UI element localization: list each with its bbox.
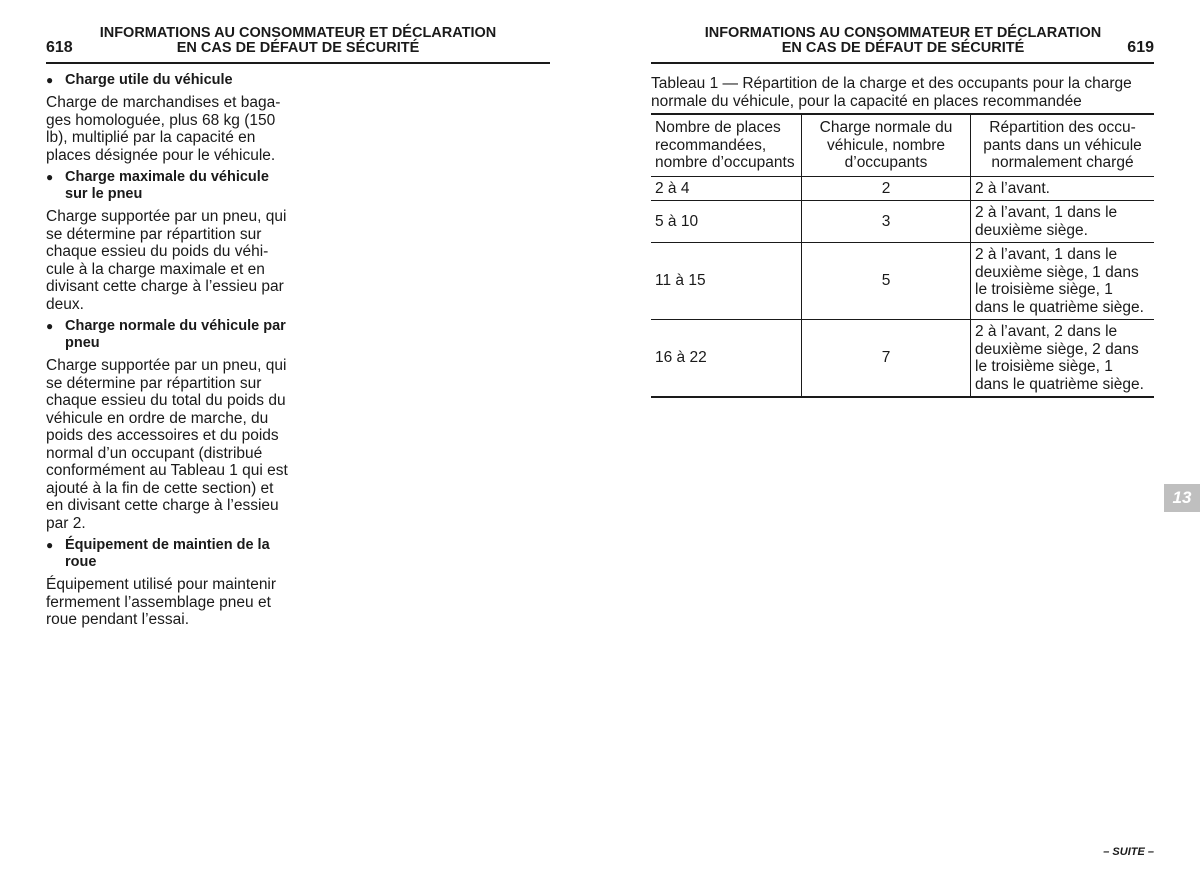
section-body: Équipement utilisé pour maintenir fermement l’assemblage pneu et roue pendant l’essai. [46,576,277,628]
table-cell: 3 [802,201,971,243]
table-header-cell: Charge normale du véhicule, nombre d’occupants [802,114,971,176]
section-body: Charge de marchandises et baga- ges homologuée, plus 68 kg (150 lb), multiplié par la capacité en places désignée pour le véhicule. [46,94,281,164]
bullet-icon: ● [46,73,54,87]
section-title [46,169,290,203]
table-cell: 16 à 22 [651,320,802,398]
table-cell: 2 à l’avant, 2 dans le deuxième siège, 2 dans le troisième siège, 1 dans le quatrième siège. [971,320,1155,398]
table-header-cell: Répartition des occu- pants dans un véhicule normalement chargé [971,114,1155,176]
section-title [46,537,290,571]
table-row [651,176,1154,201]
table-cell: 11 à 15 [651,243,802,320]
table-header-row [651,114,1154,176]
left-header-title [86,26,510,56]
chapter-tab[interactable]: 13 [1164,484,1200,512]
occupant-distribution-table [651,113,1154,398]
table-cell: 7 [802,320,971,398]
right-page-header [651,26,1154,64]
bullet-icon: ● [46,538,54,552]
table-cell: 2 à l’avant. [971,176,1155,201]
right-header-title [691,26,1115,56]
left-page [46,0,550,896]
right-page-number: 619 [1127,39,1154,56]
section-title-text: Charge utile du véhicule [65,72,233,88]
left-page-number: 618 [46,39,73,56]
table-header-cell: Nombre de places recommandées, nombre d’occupants [651,114,802,176]
table-cell: 5 à 10 [651,201,802,243]
table-row [651,320,1154,398]
section-title-text: Charge normale du véhicule par pneu [65,318,286,351]
right-header-line1: INFORMATIONS AU CONSOMMATEUR ET DÉCLARATION [704,25,1102,41]
left-page-header [46,26,550,64]
section-title [46,318,290,352]
bullet-icon: ● [46,170,54,184]
left-content [46,72,290,634]
section-body: Charge supportée par un pneu, qui se détermine par répartition sur chaque essieu du poids du véhi- cule à la charge maximale et en divisant cette charge à l’essieu par deux. [46,208,287,313]
right-header-line2: EN CAS DE DÉFAUT DE SÉCURITÉ [781,40,1025,56]
bullet-icon: ● [46,319,54,333]
section-body: Charge supportée par un pneu, qui se détermine par répartition sur chaque essieu du total du poids du véhicule en ordre de marche, du poids des accessoires et du poids normal d’un occupant (distribué conformément au Tableau 1 qui est ajouté à la fin de cette section) et en divisant cette charge à l’essieu par 2. [46,357,288,532]
table-cell: 2 [802,176,971,201]
table-cell: 2 à l’avant, 1 dans le deuxième siège. [971,201,1155,243]
section-title-text: Charge maximale du véhicule sur le pneu [65,169,269,202]
table-caption: Tableau 1 — Répartition de la charge et des occupants pour la charge normale du véhicule, pour la capacité en places recommandée [651,75,1132,110]
table-row [651,201,1154,243]
table-cell: 2 à l’avant, 1 dans le deuxième siège, 1 dans le troisième siège, 1 dans le quatrième siège. [971,243,1155,320]
left-header-line1: INFORMATIONS AU CONSOMMATEUR ET DÉCLARATION [99,25,497,41]
right-page [651,0,1154,896]
continued-footer: – SUITE – [1103,846,1154,858]
left-header-line2: EN CAS DE DÉFAUT DE SÉCURITÉ [176,40,420,56]
section-title-text: Équipement de maintien de la roue [65,537,270,570]
section-title [46,72,290,89]
table-row [651,243,1154,320]
table-cell: 2 à 4 [651,176,802,201]
table-cell: 5 [802,243,971,320]
